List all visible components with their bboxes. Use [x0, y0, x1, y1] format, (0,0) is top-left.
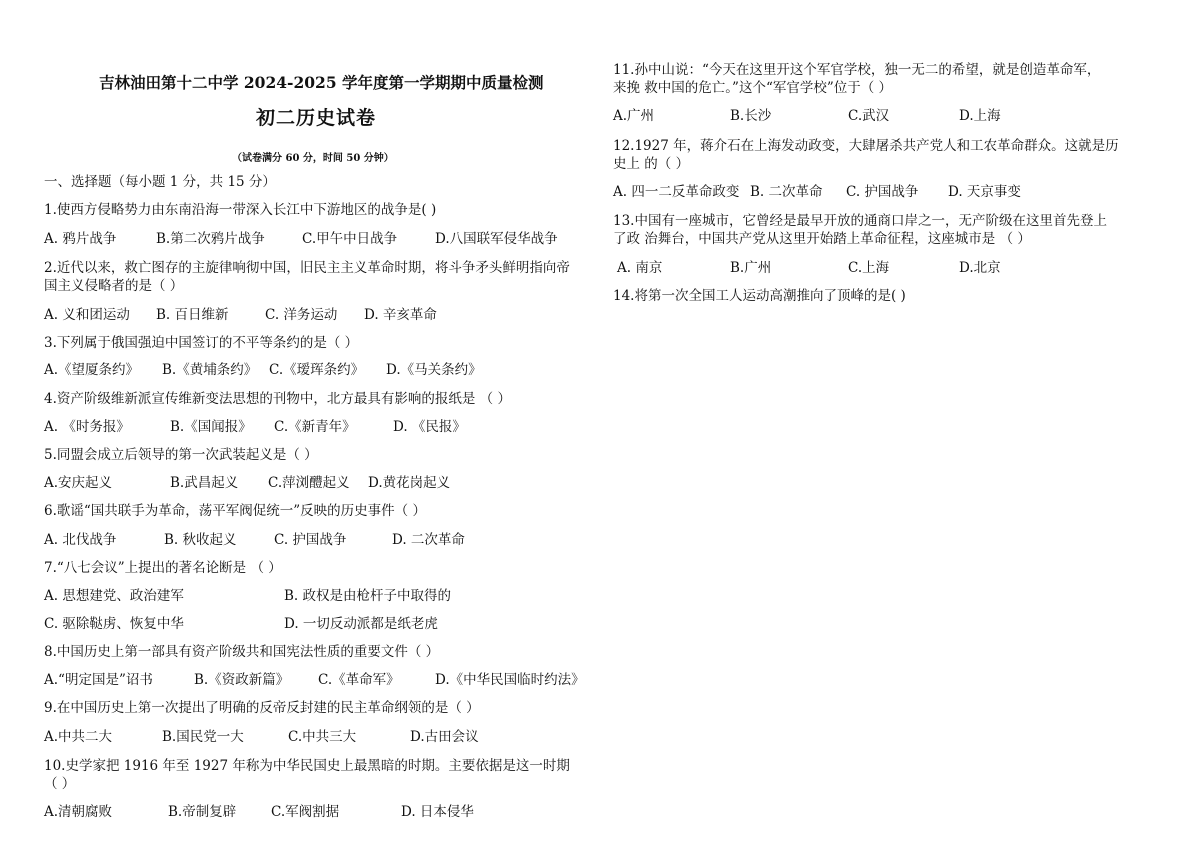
q7-option-d: D. 一切反动派都是纸老虎	[284, 616, 438, 632]
q2-option-a: A. 义和团运动	[44, 307, 130, 323]
q3-option-a: A.《望厦条约》	[44, 362, 140, 378]
q1-option-a: A. 鸦片战争	[44, 231, 117, 247]
q13-option-d: D.北京	[959, 260, 1001, 276]
q3-option-d: D.《马关条约》	[386, 362, 482, 378]
q5-option-a: A.安庆起义	[44, 475, 113, 491]
question-7-stem: 7.“八七会议”上提出的著名论断是 （ ）	[44, 560, 282, 576]
q5-option-c: C.萍浏醴起义	[268, 475, 350, 491]
question-10-stem-line1: 10.史学家把 1916 年至 1927 年称为中华民国史上最黑暗的时期。主要依据是这一时期	[44, 758, 570, 774]
q12-option-d: D. 天京事变	[948, 184, 1021, 200]
q11-option-d: D.上海	[959, 108, 1001, 124]
q3-option-c: C.《瑷珲条约》	[269, 362, 365, 378]
question-12-stem-line2: 史上 的（ ）	[613, 156, 690, 172]
question-6-stem: 6.歌谣“国共联手为革命，荡平军阀促统一”反映的历史事件（ ）	[44, 503, 426, 519]
q7-option-a: A. 思想建党、政治建军	[44, 588, 184, 604]
q7-option-b: B. 政权是由枪杆子中取得的	[284, 588, 452, 604]
q5-option-d: D.黄花岗起义	[368, 475, 451, 491]
q9-option-a: A.中共二大	[44, 729, 113, 745]
q2-option-d: D. 辛亥革命	[364, 307, 437, 323]
q8-option-d: D.《中华民国临时约法》	[435, 672, 585, 688]
q2-option-c: C. 洋务运动	[265, 307, 338, 323]
q4-option-a: A. 《时务报》	[44, 419, 130, 435]
q10-option-b: B.帝制复辟	[168, 804, 237, 820]
q7-option-c: C. 驱除鞑虏、恢复中华	[44, 616, 184, 632]
question-14-stem: 14.将第一次全国工人运动高潮推向了顶峰的是( )	[613, 288, 906, 304]
q11-option-b: B.长沙	[730, 108, 772, 124]
question-2-stem-line1: 2.近代以来，救亡图存的主旋律响彻中国，旧民主主义革命时期，将斗争矛头鲜明指向帝	[44, 260, 570, 276]
section-heading: 一、选择题（每小题 1 分，共 15 分）	[44, 174, 276, 190]
q1-option-b: B.第二次鸦片战争	[156, 231, 265, 247]
q11-option-a: A.广州	[613, 108, 655, 124]
question-13-stem-line1: 13.中国有一座城市，它曾经是最早开放的通商口岸之一，无产阶级在这里首先登上	[613, 213, 1107, 229]
q8-option-a: A.“明定国是”诏书	[44, 672, 153, 688]
q2-option-b: B. 百日维新	[156, 307, 229, 323]
question-4-stem: 4.资产阶级维新派宣传维新变法思想的刊物中，北方最具有影响的报纸是 （ ）	[44, 391, 511, 407]
q12-option-a: A. 四一二反革命政变	[613, 184, 740, 200]
q1-option-d: D.八国联军侵华战争	[435, 231, 558, 247]
question-11-stem-line2: 来挽 救中国的危亡。”这个“军官学校”位于（ ）	[613, 80, 893, 96]
q3-option-b: B.《黄埔条约》	[162, 362, 258, 378]
q5-option-b: B.武昌起义	[170, 475, 239, 491]
q9-option-d: D.古田会议	[410, 729, 479, 745]
q12-option-b: B. 二次革命	[750, 184, 823, 200]
question-11-stem-line1: 11.孙中山说：“今天在这里开这个军官学校，独一无二的希望，就是创造革命军，	[613, 62, 1101, 78]
question-10-stem-line2: （ ）	[44, 776, 76, 792]
q13-option-c: C.上海	[848, 260, 890, 276]
q10-option-a: A.清朝腐败	[44, 804, 113, 820]
q4-option-c: C.《新青年》	[274, 419, 356, 435]
q10-option-d: D. 日本侵华	[401, 804, 474, 820]
q9-option-b: B.国民党一大	[162, 729, 244, 745]
question-13-stem-line2: 了政 治舞台，中国共产党从这里开始踏上革命征程，这座城市是 （ ）	[613, 231, 1031, 247]
q12-option-c: C. 护国战争	[846, 184, 919, 200]
q6-option-d: D. 二次革命	[392, 532, 465, 548]
question-1-stem: 1.使西方侵略势力由东南沿海一带深入长江中下游地区的战争是( )	[44, 202, 437, 218]
question-5-stem: 5.同盟会成立后领导的第一次武装起义是（ ）	[44, 447, 318, 463]
exam-note: （试卷满分 60 分，时间 50 分钟）	[232, 153, 394, 164]
q13-option-a: A. 南京	[617, 260, 663, 276]
question-8-stem: 8.中国历史上第一部具有资产阶级共和国宪法性质的重要文件（ ）	[44, 644, 440, 660]
question-9-stem: 9.在中国历史上第一次提出了明确的反帝反封建的民主革命纲领的是（ ）	[44, 700, 480, 716]
q1-option-c: C.甲午中日战争	[302, 231, 398, 247]
q4-option-b: B.《国闻报》	[170, 419, 252, 435]
question-12-stem-line1: 12.1927 年，蒋介石在上海发动政变，大肆屠杀共产党人和工农革命群众。这就是历	[613, 138, 1119, 154]
q9-option-c: C.中共三大	[288, 729, 357, 745]
q6-option-a: A. 北伐战争	[44, 532, 117, 548]
exam-title: 吉林油田第十二中学 2024-2025 学年度第一学期期中质量检测	[99, 73, 544, 92]
q10-option-c: C.军阀割据	[271, 804, 340, 820]
question-2-stem-line2: 国主义侵略者的是（ ）	[44, 278, 184, 294]
q8-option-c: C.《革命军》	[318, 672, 400, 688]
q6-option-c: C. 护国战争	[274, 532, 347, 548]
q11-option-c: C.武汉	[848, 108, 890, 124]
exam-subtitle: 初二历史试卷	[256, 107, 377, 129]
q13-option-b: B.广州	[730, 260, 772, 276]
q8-option-b: B.《资政新篇》	[194, 672, 290, 688]
q6-option-b: B. 秋收起义	[164, 532, 237, 548]
q4-option-d: D. 《民报》	[393, 419, 466, 435]
question-3-stem: 3.下列属于俄国强迫中国签订的不平等条约的是（ ）	[44, 335, 359, 351]
